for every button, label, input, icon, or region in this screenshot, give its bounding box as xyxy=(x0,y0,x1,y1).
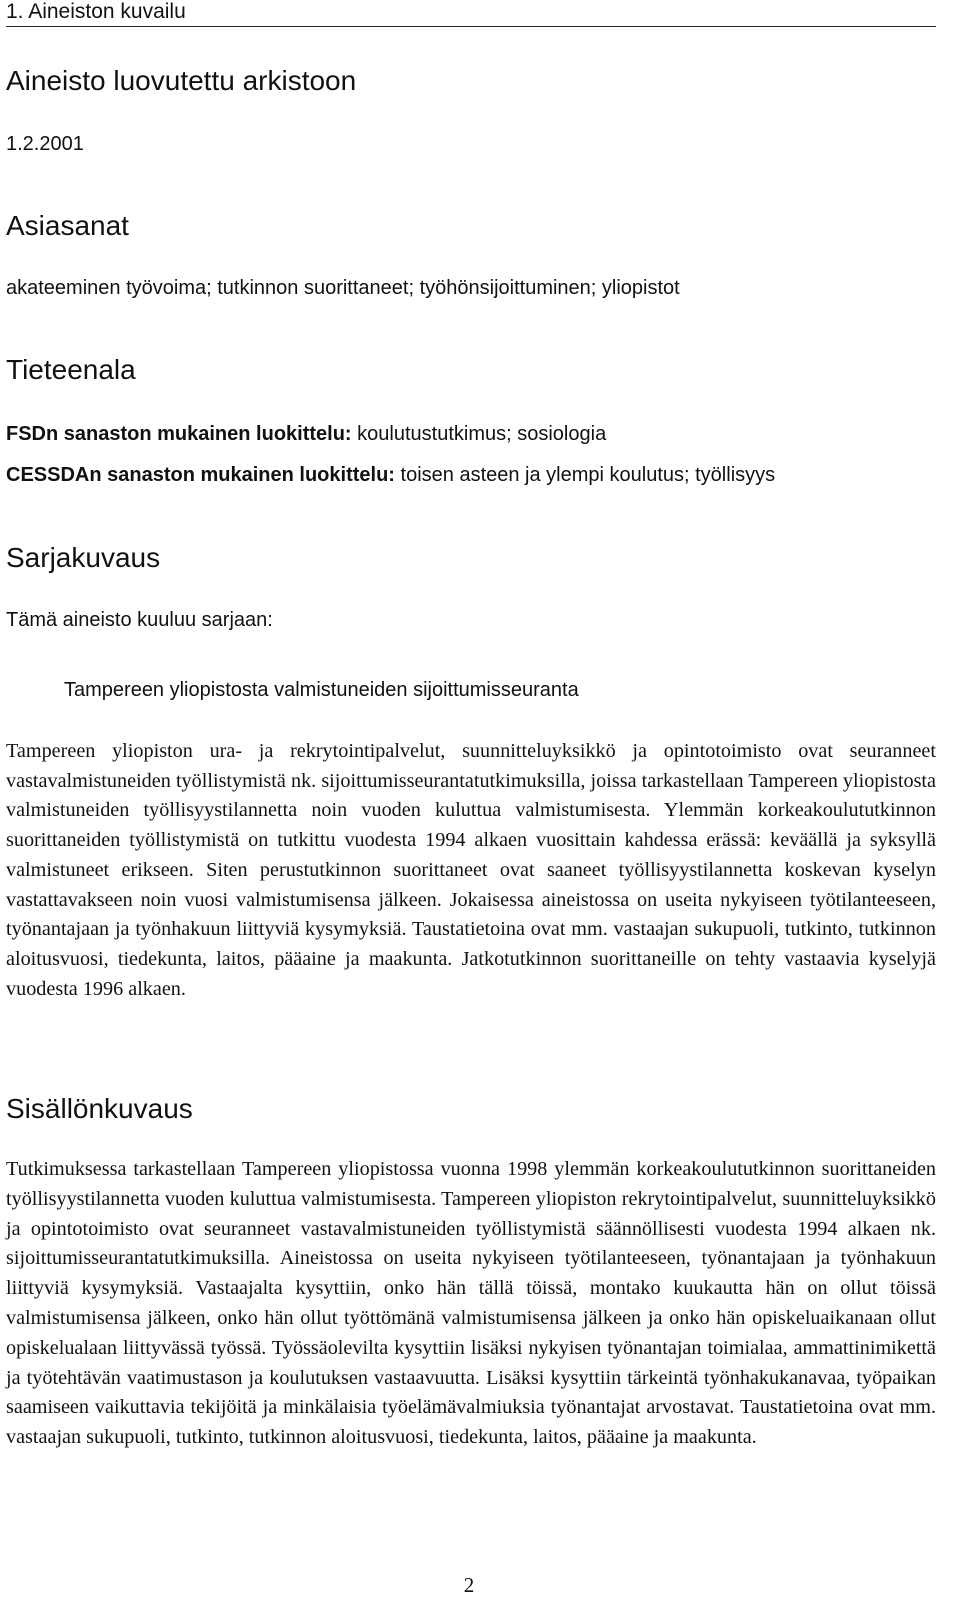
series-name: Tampereen yliopistosta valmistuneiden sijoittumisseuranta xyxy=(64,679,579,701)
content-heading: Sisällönkuvaus xyxy=(6,1093,193,1124)
series-heading: Sarjakuvaus xyxy=(6,542,161,573)
field-heading: Tieteenala xyxy=(6,354,136,385)
fsd-value: koulutustutkimus; sosiologia xyxy=(357,423,607,445)
fsd-classification xyxy=(6,422,606,446)
keywords-text: akateeminen työvoima; tutkinnon suorittaneet; työhönsijoittuminen; yliopistot xyxy=(6,277,680,299)
cessda-classification xyxy=(6,463,775,487)
series-description: Tampereen yliopiston ura- ja rekrytointipalvelut, suunnitteluyksikkö ja opintotoimisto ovat seuranneet vastavalmistuneiden työllistymistä nk. sijoittumisseurantatutkimuksilla, joissa tarkastellaan Tampereen yliopistosta valmistuneiden työllisyystilannetta noin vuoden kuluttua valmistumisesta. Ylemmän korkeakoulututkinnon suorittaneiden työllistymistä on tutkittu vuodesta 1994 alkaen vuosittain kahdessa erässä: keväällä ja syksyllä valmistuneet erikseen. Siten perustutkinnon suorittaneet ovat saaneet työllisyystilannetta koskevan kyselyn vastattavakseen noin vuosi valmistumisensa jälkeen. Jokaisessa aineistossa on useita nykyiseen työtilanteeseen, työnantajaan ja työnhakuun liittyviä kysymyksiä. Taustatietoina ovat mm. vastaajan sukupuoli, tutkinto, tutkinnon aloitusvuosi, tiedekunta, laitos, pääaine ja maakunta. Jatkotutkinnon suorittaneille on tehty vastaavia kyselyjä vuodesta 1996 alkaen. xyxy=(6,740,936,1000)
cessda-value: toisen asteen ja ylempi koulutus; työllisyys xyxy=(400,464,776,486)
running-head: 1. Aineiston kuvailu xyxy=(6,0,936,27)
page-number: 2 xyxy=(463,1573,475,1597)
series-intro: Tämä aineisto kuuluu sarjaan: xyxy=(6,609,273,631)
archive-date: 1.2.2001 xyxy=(6,133,84,155)
content-description: Tutkimuksessa tarkastellaan Tampereen yliopistossa vuonna 1998 ylemmän korkeakoulututkinnon suorittaneiden työllisyystilannetta vuoden kuluttua valmistumisesta. Tampereen yliopiston rekrytointipalvelut, suunnitteluyksikkö ja opintotoimisto ovat seuranneet vastavalmistuneiden työllistymistä säännöllisesti vuodesta 1994 alkaen nk. sijoittumisseurantatutkimuksilla. Aineistossa on useita nykyiseen työtilanteeseen, työnantajaan ja työnhakuun liittyviä kysymyksiä. Vastaajalta kysyttiin, onko hän tällä töissä, montako kuukautta hän on ollut töissä valmistumisensa jälkeen, onko hän ollut työttömänä valmistumisensa jälkeen ja onko hän opiskeluaikanaan ollut opiskelualaan liittyvässä työssä. Työssäolevilta kysyttiin lisäksi nykyisen työnantajan toimialaa, ammattinimikettä ja työtehtävän vaatimustason ja koulutuksen vastaavuutta. Lisäksi kysyttiin tärkeintä työnhakukanavaa, työpaikan saamiseen vaikuttavia tekijöitä ja minkälaisia työelämävalmiuksia työnantajat arvostavat. Taustatietoina ovat mm. vastaajan sukupuoli, tutkinto, tutkinnon aloitusvuosi, tiedekunta, laitos, pääaine ja maakunta. xyxy=(6,1158,936,1449)
cessda-label: CESSDAn sanaston mukainen luokittelu: xyxy=(6,464,395,486)
keywords-heading: Asiasanat xyxy=(6,210,129,241)
archive-heading: Aineisto luovutettu arkistoon xyxy=(6,65,357,96)
fsd-label: FSDn sanaston mukainen luokittelu: xyxy=(6,423,352,445)
